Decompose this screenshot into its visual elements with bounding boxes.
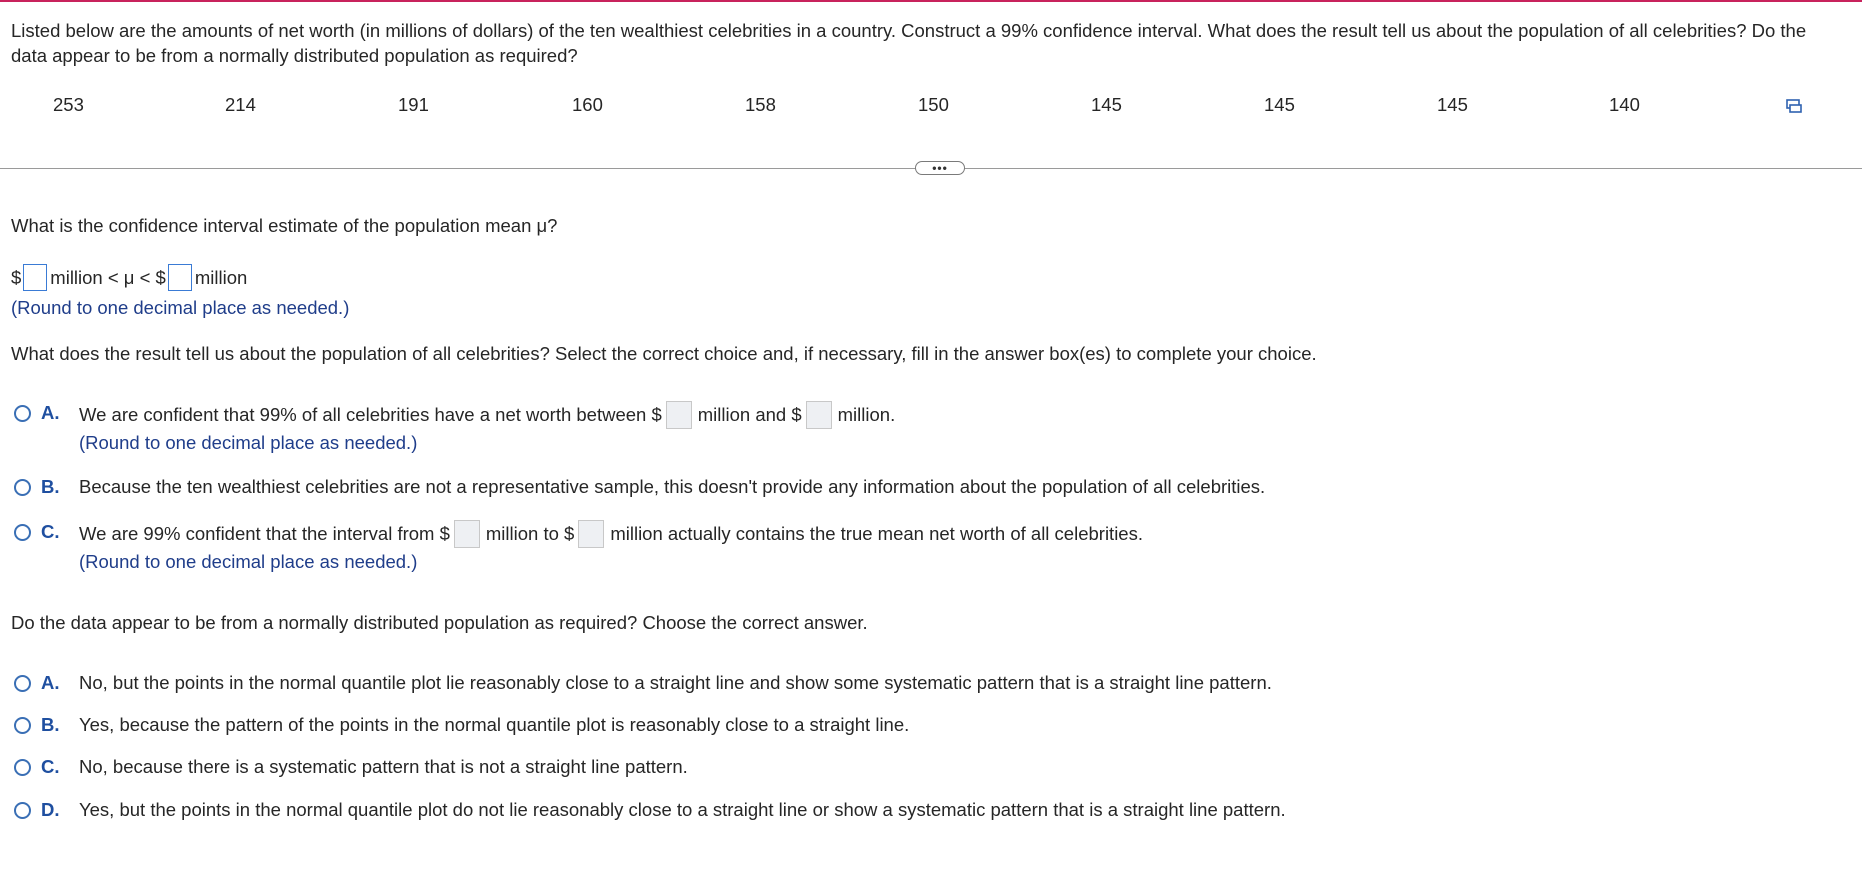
ci-dollar-label: $ [11, 266, 22, 288]
normal-option-a[interactable] [14, 672, 1272, 694]
option-c-upper-input[interactable] [578, 520, 604, 548]
data-values-row [0, 94, 1862, 122]
radio-button[interactable] [14, 675, 31, 692]
option-c-lower-input[interactable] [454, 520, 480, 548]
data-value: 253 [53, 94, 84, 115]
radio-button[interactable] [14, 759, 31, 776]
ci-upper-input[interactable] [168, 264, 192, 291]
ci-round-hint: (Round to one decimal place as needed.) [11, 297, 350, 318]
option-letter: A. [41, 672, 60, 693]
top-accent-line [0, 0, 1862, 2]
ci-middle-label: million < μ < $ [50, 266, 166, 288]
option-text: million. [837, 404, 896, 425]
radio-button[interactable] [14, 717, 31, 734]
option-round-hint: (Round to one decimal place as needed.) [79, 432, 418, 453]
ci-end-label: million [194, 266, 248, 288]
option-text: Yes, but the points in the normal quantile plot do not lie reasonably close to a straight line or show a systematic pattern that is a straight line pattern. [79, 799, 1286, 820]
normal-question: Do the data appear to be from a normally distributed population as required? Choose the correct answer. [11, 612, 868, 633]
result-option-c[interactable] [14, 521, 1143, 573]
option-letter: C. [41, 521, 60, 542]
option-text: We are 99% confident that the interval from $ [79, 523, 450, 544]
data-value: 145 [1264, 94, 1295, 115]
data-value: 145 [1437, 94, 1468, 115]
data-value: 214 [225, 94, 256, 115]
option-text: Yes, because the pattern of the points in the normal quantile plot is reasonably close to a straight line. [79, 714, 910, 735]
option-letter: B. [41, 476, 60, 497]
data-value: 158 [745, 94, 776, 115]
result-question: What does the result tell us about the population of all celebrities? Select the correct choice and, if necessary, fill in the answer box(es) to complete your choice. [11, 343, 1317, 364]
ci-lower-input[interactable] [23, 264, 47, 291]
option-a-lower-input[interactable] [666, 401, 692, 429]
normal-option-d[interactable] [14, 799, 1286, 821]
popout-data-icon[interactable] [1786, 99, 1802, 113]
radio-button[interactable] [14, 479, 31, 496]
option-text: No, because there is a systematic pattern that is not a straight line pattern. [79, 756, 688, 777]
option-letter: D. [41, 799, 60, 820]
option-round-hint: (Round to one decimal place as needed.) [79, 551, 418, 572]
option-text: We are confident that 99% of all celebrities have a net worth between $ [79, 404, 662, 425]
option-letter: A. [41, 402, 60, 423]
result-option-b[interactable] [14, 476, 1265, 498]
ci-question: What is the confidence interval estimate of the population mean μ? [11, 215, 558, 236]
radio-button[interactable] [14, 802, 31, 819]
question-text: Listed below are the amounts of net worth (in millions of dollars) of the ten wealthiest celebrities in a country. Construct a 99% confidence interval. What does the result tell us about the population of all celebrities? Do the data appear to be from a normally distributed population as required? [11, 20, 1807, 66]
option-letter: B. [41, 714, 60, 735]
result-option-a[interactable] [14, 402, 895, 454]
radio-button[interactable] [14, 405, 31, 422]
data-value: 140 [1609, 94, 1640, 115]
option-text: million and $ [697, 404, 802, 425]
data-value: 150 [918, 94, 949, 115]
option-text: million to $ [485, 523, 575, 544]
normal-option-b[interactable] [14, 714, 909, 736]
radio-button[interactable] [14, 524, 31, 541]
ci-answer-row [11, 264, 247, 291]
option-text: No, but the points in the normal quantile plot lie reasonably close to a straight line and show some systematic pattern that is a straight line pattern. [79, 672, 1272, 693]
option-a-upper-input[interactable] [806, 401, 832, 429]
option-letter: C. [41, 756, 60, 777]
option-text: million actually contains the true mean net worth of all celebrities. [610, 523, 1143, 544]
data-value: 160 [572, 94, 603, 115]
expand-more-button[interactable]: ••• [915, 161, 965, 175]
normal-option-c[interactable] [14, 756, 688, 778]
option-text: Because the ten wealthiest celebrities are not a representative sample, this doesn't provide any information about the population of all celebrities. [79, 476, 1266, 497]
data-value: 145 [1091, 94, 1122, 115]
data-value: 191 [398, 94, 429, 115]
